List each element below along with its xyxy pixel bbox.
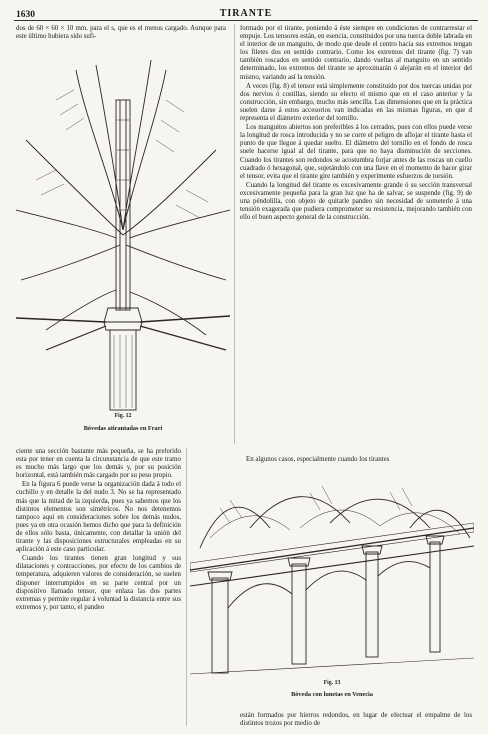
page-title: TIRANTE bbox=[219, 8, 273, 19]
left-bottom-paragraph-3: Cuando los tirantes tienen gran longitud y sus dilataciones y contracciones, por efecto de los cambios de temperatura, adquieren valores de consideración, se suelen disponer interrumpidos en su parte central por un dispositivo llamado tensor, que enlaza las dos partes extremas y permite regular á voluntad la distancia entre sus extremos y, por tanto, el pandeo bbox=[16, 555, 181, 611]
page-number: 1630 bbox=[16, 10, 35, 20]
figure-12-illustration bbox=[16, 60, 230, 446]
figure-13-illustration bbox=[190, 468, 474, 678]
bottom-right-paragraph: están formados por hierros redondos, en lugar de efectuar el empalme de los distintos trozos por medio de bbox=[240, 712, 472, 728]
top-left-text-block bbox=[16, 25, 226, 59]
right-bottom-lead-text: En algunos casos, especialmente cuando los tirantes bbox=[246, 456, 390, 463]
right-bottom-lead bbox=[240, 456, 472, 466]
right-paragraph-3: Los manguitos abiertos son preferibles á los cerrados, pues con ellos puede verse la longitud de rosca introducida y no se corre el peligro de aflojar el tirante hasta el punto de que llegue á quedar suelto. El diámetro del tornillo en el fondo de rosca suele hacerse igual al del tirante, para que no haya disminución de secciones. Cuando los tirantes son redondos se acostumbra forjar antes de las roscas un cuello cuadrado ó hexagonal, que, sujetándolo con una llave en el momento de hacer girar el tensor, evita que el tirante gire también y experimente esfuerzos de torsión. bbox=[240, 124, 472, 180]
left-bottom-column bbox=[16, 448, 181, 726]
right-paragraph-1: formado por el tirante, poniendo á éste siempre en condiciones de contrarrestar el empuje. Los tensores están, en esencia, constituidos por una tuerca doble labrada en el interior de un manguito, de modo que desde el centro hacia sus extremos tengan los filetes dos en sentido contrario. Como los extremos del tirante (fig. 7) van también roscados en sentido contrario, dando vueltas al manguito en un sentido determinado, los extremos del tirante se aproximarán ó alejarán en el interior del mismo, variando así la tensión. bbox=[240, 25, 472, 81]
figure-13-caption: Bóveda con lunetas en Venecia bbox=[291, 691, 373, 698]
right-paragraph-4: Cuando la longitud del tirante es excesivamente grande ó su sección transversal excesivamente pequeña para la gran luz que ha de salvar, se suspende (fig. 9) de una péndolilla, con objeto de quitarle pandeo sin necesidad de someterle á una tensión exagerada que pudiera comprometer su resistencia, mejorando también con ello el buen aspecto general de la construcción. bbox=[240, 181, 472, 222]
right-paragraph-2: A veces (fig. 8) el tensor está simplemente constituido por dos tuercas unidas por dos nervios ó costillas, siendo su efecto el mismo que en el caso anterior y la construcción, sin embargo, mucho más sencilla. Las dimensiones que en la práctica suelen darse á estos accesorios van indicadas en las mismas figuras, en que d representa el diámetro exterior del tornillo. bbox=[240, 82, 472, 123]
left-bottom-paragraph-1: ciente una sección bastante más pequeña, se ha preferido esta por tener en cuenta la circunstancia de que este tramo es mucho más largo que los demás y, por su posición horizontal, está también más cargado por su peso propio. bbox=[16, 448, 181, 480]
bottom-right-text bbox=[240, 712, 472, 730]
column-divider-top bbox=[234, 24, 235, 444]
header-rule bbox=[14, 20, 478, 21]
figure-12-label: Fig. 12 bbox=[114, 413, 132, 419]
column-divider-bottom bbox=[186, 448, 187, 726]
figure-13 bbox=[190, 468, 474, 710]
figure-12-caption: Bóvedas atirantadas en Frari bbox=[83, 425, 163, 432]
figure-12 bbox=[16, 60, 230, 446]
right-column-text bbox=[240, 25, 472, 445]
left-bottom-paragraph-2: En la figura 6 puede verse la organización dada á todo el cuchillo y en detalle la del nudo 3. No se ha representado más que la mitad de la izquierda, pues ya sabemos que los distintos elementos son simétricos. No nos detenemos tampoco aquí en consideraciones sobre los demás nudos, pues ya en otra ocasión hemos dicho que para la definición de ellos sólo basta, únicamente, con detallar la unión del tirante y las disposiciones estructurales empleadas en su aplicación á este caso particular. bbox=[16, 481, 181, 554]
figure-13-label: Fig. 13 bbox=[323, 680, 341, 686]
top-left-paragraph: dos de 60 × 60 × 10 mm. para el s, que es el menos cargado. Aunque para este último hubiera sido sufi- bbox=[16, 25, 226, 41]
